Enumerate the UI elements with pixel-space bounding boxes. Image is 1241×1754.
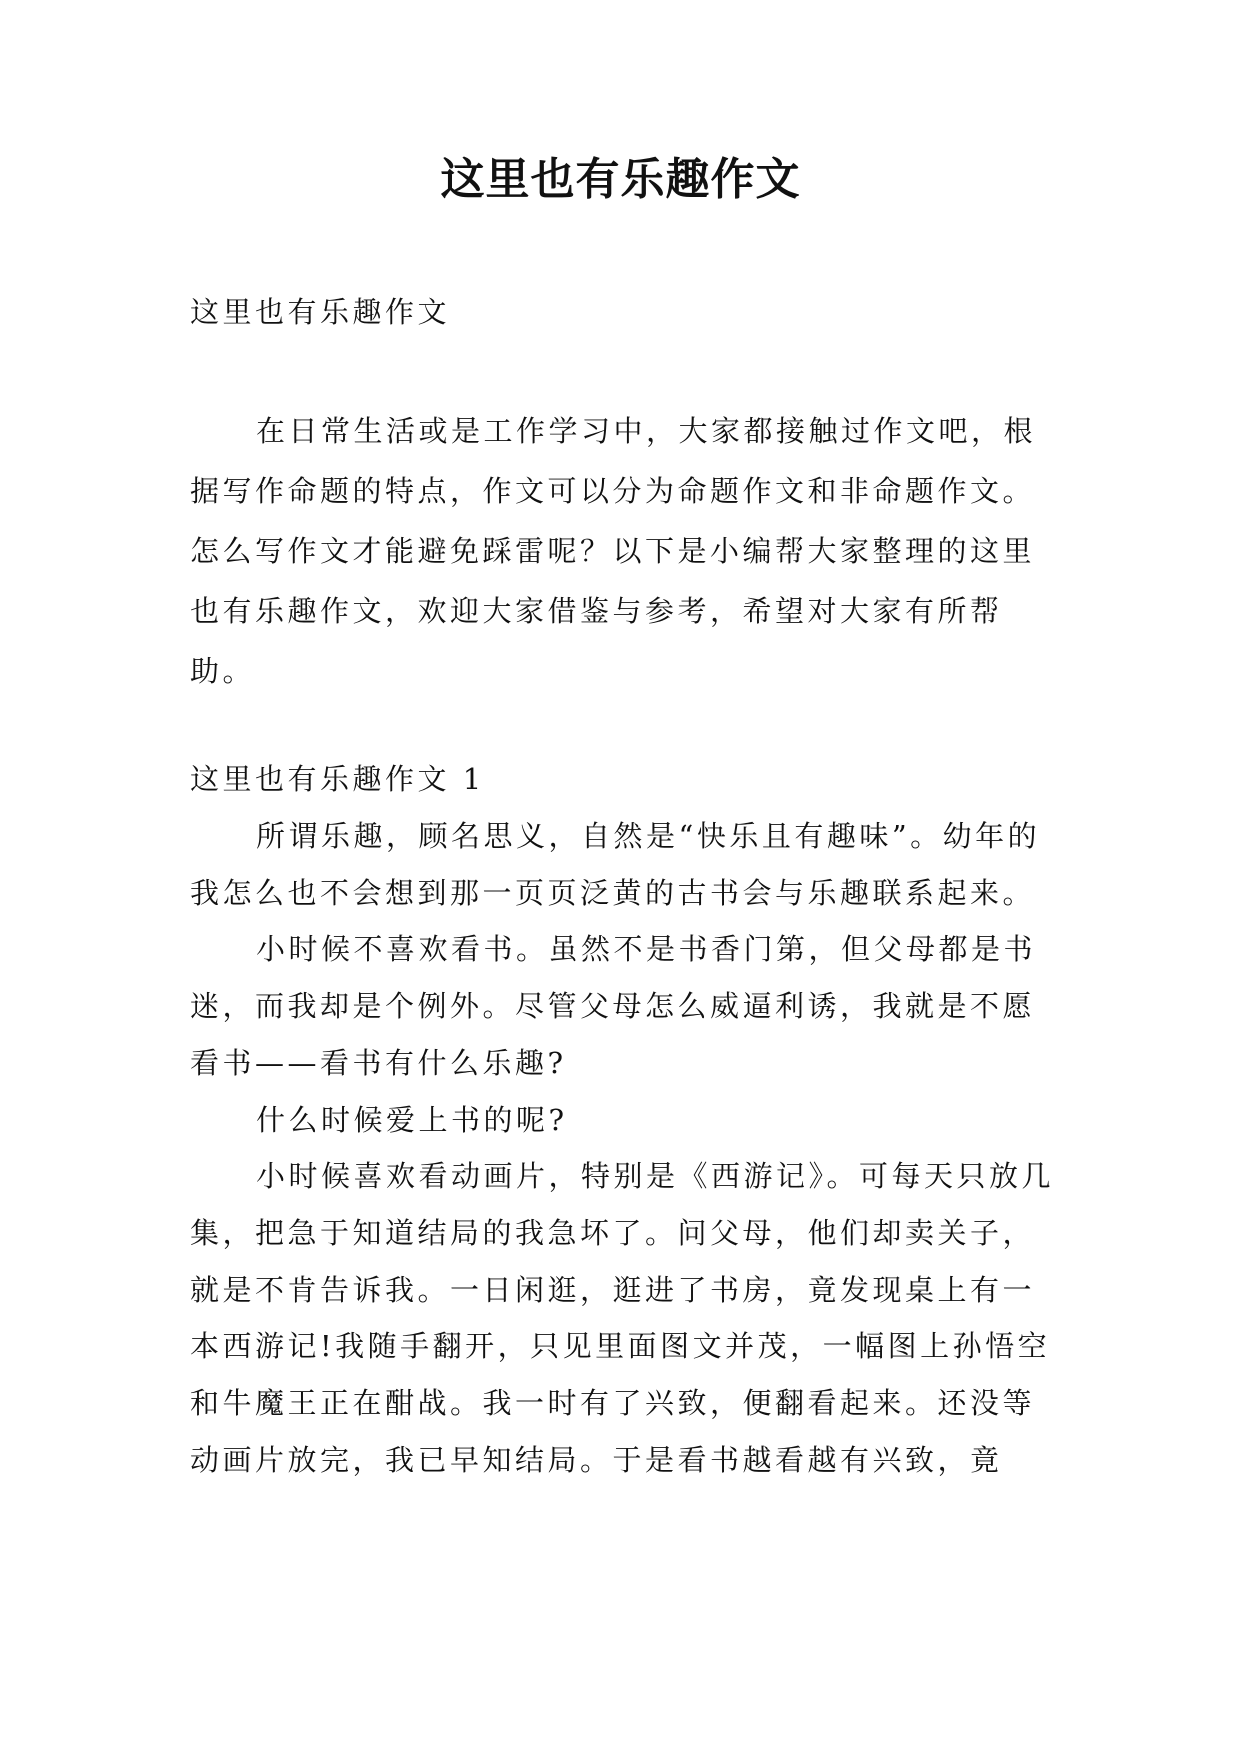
document-subtitle: 这里也有乐趣作文 xyxy=(190,295,451,329)
essay-paragraph: 所谓乐趣，顾名思义，自然是“快乐且有趣味”。幼年的我怎么也不会想到那一页页泛黄的古书会与乐趣联系起来。 xyxy=(190,819,1041,910)
essay-paragraph: 小时候喜欢看动画片，特别是《西游记》。可每天只放几集，把急于知道结局的我急坏了。问父母，他们却卖关子，就是不肯告诉我。一日闲逛，逛进了书房，竟发现桌上有一本西游记!我随手翻开，只见里面图文并茂，一幅图上孙悟空和牛魔王正在酣战。我一时有了兴致，便翻看起来。还没等动画片放完，我已早知结局。于是看书越看越有兴致，竟 xyxy=(190,1159,1055,1477)
section-title: 这里也有乐趣作文 1 xyxy=(190,762,485,796)
essay-paragraph: 什么时候爱上书的呢? xyxy=(256,1102,568,1137)
document-title: 这里也有乐趣作文 xyxy=(440,154,801,205)
essay-body xyxy=(190,808,1056,1488)
intro-paragraph: 在日常生活或是工作学习中，大家都接触过作文吧，根据写作命题的特点，作文可以分为命题作文和非命题作文。怎么写作文才能避免踩雷呢？以下是小编帮大家整理的这里也有乐趣作文，欢迎大家借鉴与参考，希望对大家有所帮助。 xyxy=(190,414,1037,688)
essay-paragraph: 小时候不喜欢看书。虽然不是书香门第，但父母都是书迷，而我却是个例外。尽管父母怎么威逼利诱，我就是不愿看书——看书有什么乐趣? xyxy=(190,932,1037,1080)
